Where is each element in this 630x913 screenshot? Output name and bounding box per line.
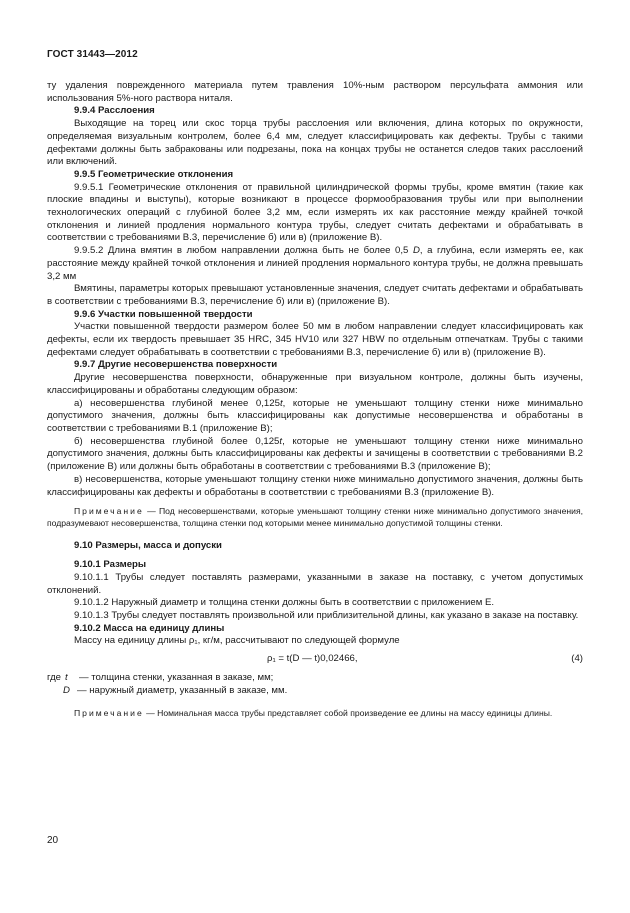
note-1 [47, 506, 583, 529]
page-number: 20 [47, 835, 59, 846]
paragraph-9-10-1-1: 9.10.1.1 Трубы следует поставлять размерами, указанными в заказе на поставку, с учетом допустимых отклонений. [47, 571, 583, 596]
paragraph-dents: Вмятины, параметры которых превышают установленные значения, следует считать дефектами и обрабатывать в соответствии с требованиями В.3, перечисление б) или в) (приложение В). [47, 283, 583, 307]
list-item-a [47, 398, 583, 436]
list-item-c: в) несовершенства, которые уменьшают толщину стенки ниже минимально допустимого значения, должны быть классифицированы как дефекты и обработаны в соответствии с требованиями В.3 (приложение В). [47, 473, 583, 498]
text-run: а) несовершенства глубиной менее 0,125 [74, 397, 280, 409]
heading-9-10-1: 9.10.1 Размеры [74, 559, 147, 571]
paragraph-9-9-5-1: 9.9.5.1 Геометрические отклонения от правильной цилиндрической формы трубы, кроме вмятин (такие как плоские впадины и выступы), которые возникают в процессе формообразования трубы или при выполнении технологических операций с глубиной более 3,2 мм, если измерять их как расстояние между крайней точкой отклонения и линией продления нормального контура трубы, следует считать дефектами и обрабатывать в соответствии с требованиями В.3, перечисление б) или в) (приложение В). [47, 181, 583, 244]
note-2 [47, 708, 583, 720]
symbol-D: D [63, 684, 70, 696]
heading-9-9-7: 9.9.7 Другие несовершенства поверхности [74, 359, 278, 371]
paragraph-9-9-7: Другие несовершенства поверхности, обнаруженные при визуальном контроле, должны быть изучены, классифицированы и обработаны следующим образом: [47, 372, 583, 396]
paragraph-9-10-1-2: 9.10.1.2 Наружный диаметр и толщина стенки должны быть в соответствии с приложением Е. [74, 597, 495, 609]
symbol-definitions [47, 672, 583, 697]
formula-4 [47, 648, 583, 670]
text-run: , которые не уменьшают толщину стенки ниже минимально допустимого значения, должны быть классифицированы как допустимые несовершенства и обработаны в соответствии с требованиями В.1 (приложение В); [47, 397, 583, 434]
definition-D [47, 685, 583, 698]
heading-9-9-6: 9.9.6 Участки повышенной твердости [74, 308, 253, 320]
note-label: Примечание [74, 708, 144, 719]
paragraph-9-9-5-2 [47, 245, 583, 283]
paragraph-9-10-1-3: 9.10.1.3 Трубы следует поставлять произвольной или приблизительной длины, как указано в заказе на поставку. [74, 609, 579, 621]
note-label: Примечание [74, 506, 144, 517]
spacer [47, 499, 583, 506]
text-run: , а глубина, если измерять ее, как расстояние между крайней точкой отклонения и линией продления нормального контура трубы, не должна превышать 3,2 мм [47, 245, 584, 282]
text-run: б) несовершенства глубиной более 0,125 [74, 435, 280, 447]
definition-spacer [47, 685, 63, 698]
heading-9-9-5: 9.9.5 Геометрические отклонения [74, 168, 234, 180]
definition-text: — наружный диаметр, указанный в заказе, мм. [77, 684, 288, 696]
heading-9-10: 9.10 Размеры, масса и допуски [74, 540, 222, 552]
symbol-t: t [65, 672, 68, 684]
note-text: — Под несовершенствами, которые уменьшают толщину стенки ниже минимально допустимого значения, подразумевают несовершенства, толщина стенки под которыми менее минимально допустимой толщины стенки. [47, 506, 583, 528]
paragraph-9-10-2: Массу на единицу длины ρ₁, кг/м, рассчитывают по следующей формуле [74, 635, 400, 647]
definition-text: — толщина стенки, указанная в заказе, мм; [79, 672, 274, 684]
paragraph-9-9-4: Выходящие на торец или скос торца трубы расслоения или включения, длина которых по окружности, определяемая визуальным контролем, более 6,4 мм, следует классифицировать как дефекты. Трубы с такими дефектами должны быть забракованы или подрезаны, пока на концах трубы не останется следов таких расслоений или включений. [47, 118, 583, 168]
note-text: — Номинальная масса трубы представляет собой произведение ее длины на массу единицы длины. [146, 708, 553, 719]
definition-intro: где [47, 672, 62, 684]
document-header: ГОСТ 31443—2012 [47, 49, 138, 60]
variable-D: D [412, 245, 420, 257]
document-body [47, 80, 583, 720]
heading-9-10-2: 9.10.2 Масса на единицу длины [74, 622, 225, 634]
formula-number: (4) [571, 653, 583, 665]
text-run: , которые не уменьшают толщину стенки ниже минимально допустимого значения, должны быть классифицированы как дефекты и зачищены в соответствии с требованиями В.2 (приложение В) или должны быть обработаны в соответствии с требованиями В.3 (приложение В); [47, 435, 583, 473]
heading-9-9-4: 9.9.4 Расслоения [74, 105, 155, 117]
variable-t: t [279, 435, 283, 447]
paragraph-continuation: ту удаления поврежденного материала путем травления 10%-ным раствором персульфата аммония или использования 5%-ного раствора ниталя. [47, 80, 583, 104]
list-item-b [47, 436, 583, 474]
formula-expression: ρ₁ = t(D — t)0,02466, [267, 653, 358, 665]
variable-t: t [279, 397, 283, 409]
spacer [47, 697, 583, 708]
text-run: 9.9.5.2 Длина вмятин в любом направлении должна быть не более 0,5 [74, 245, 409, 257]
definition-t [47, 672, 583, 685]
paragraph-9-9-6: Участки повышенной твердости размером более 50 мм в любом направлении следует классифицировать как дефекты, если их твердость превышает 35 HRC, 345 HV10 или 327 HBW по отдельным отпечаткам. Трубы с такими дефектами следует обрабатывать в соответствии с требованиями В.3, перечисление б) или в) (приложение В). [47, 321, 583, 358]
